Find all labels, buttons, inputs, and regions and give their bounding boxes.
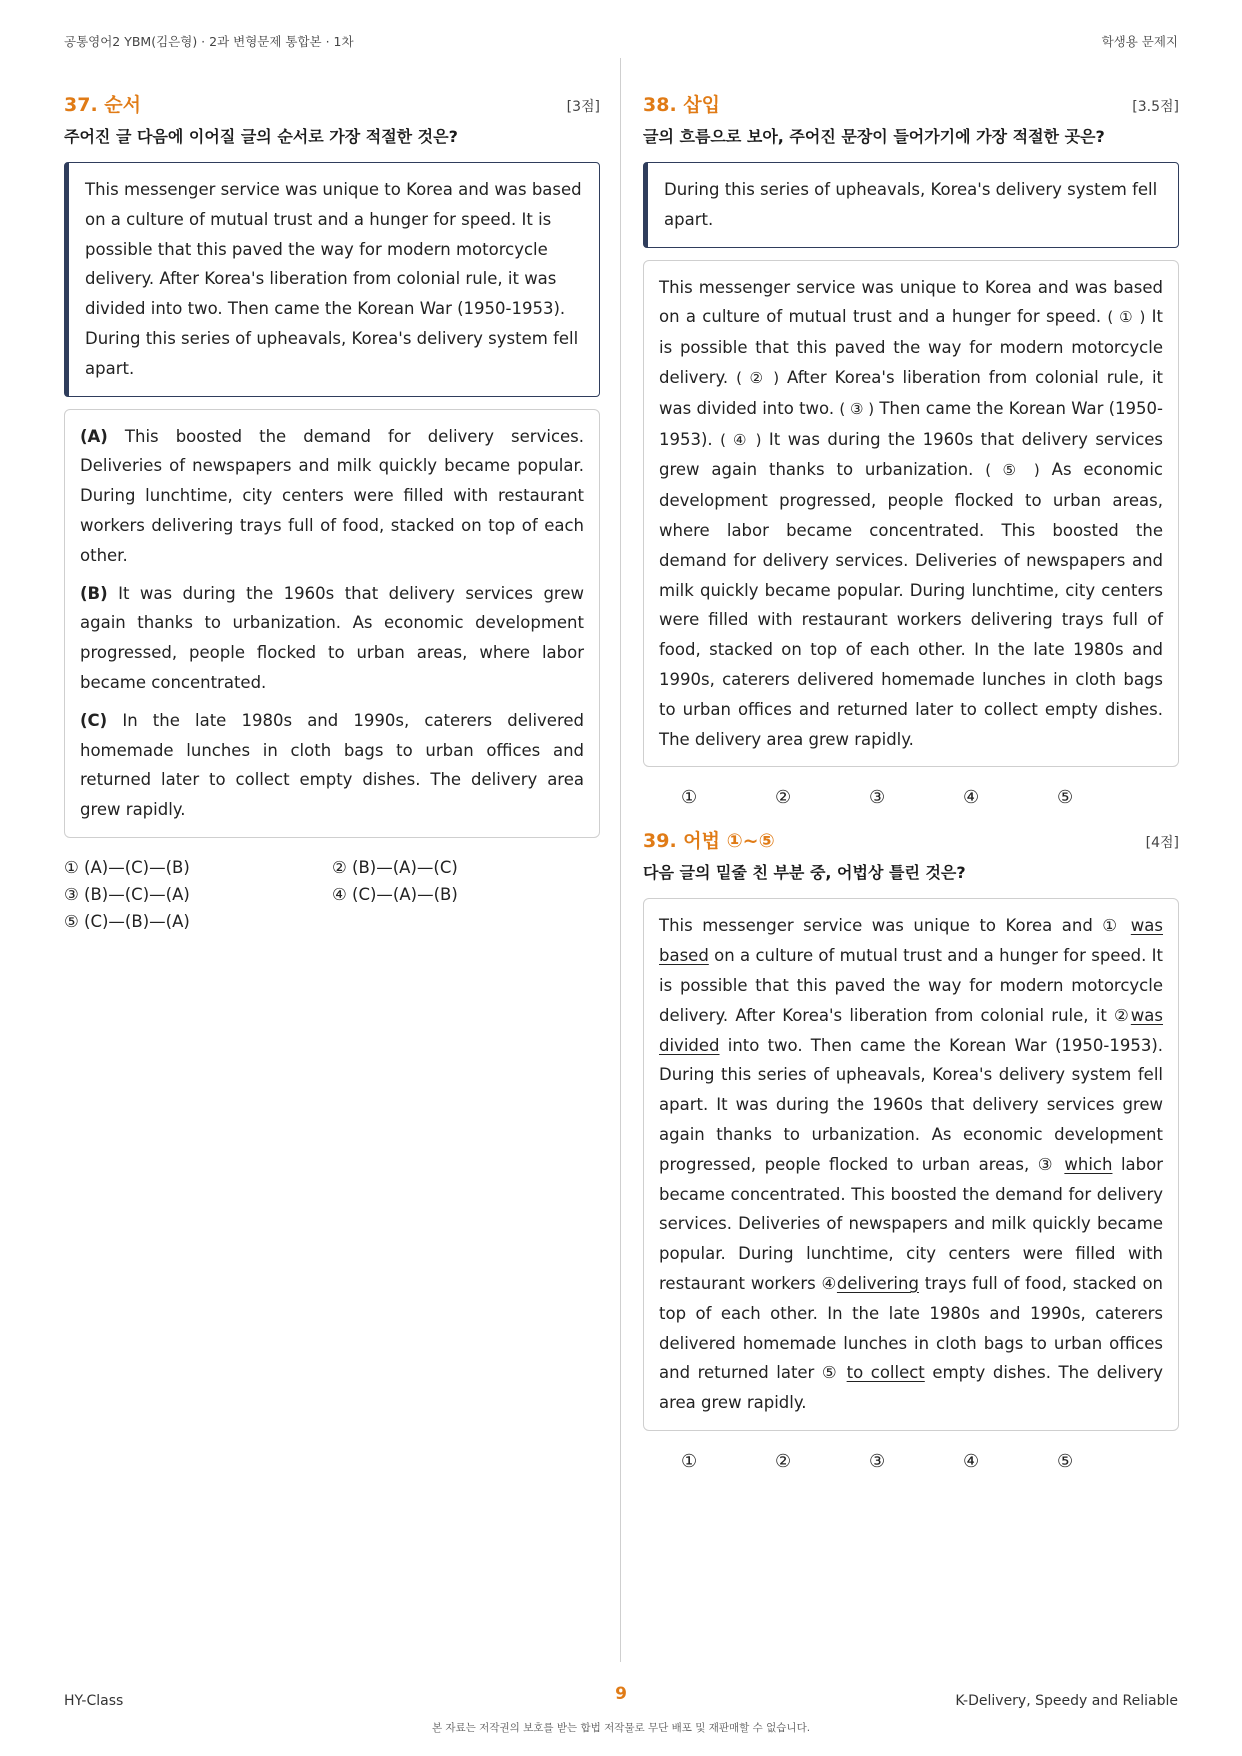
question-38 <box>643 90 1179 808</box>
q39-underline-5: to collect <box>846 1363 925 1383</box>
q38-marker-4: ( ④ ) <box>720 430 762 449</box>
q38-seg: After Korea's liberation from colonial rule, it was divided into two. <box>659 367 1164 418</box>
q37-choice-5[interactable]: ⑤ (C)—(B)—(A) <box>64 911 190 931</box>
header-label: 학생용 문제지 <box>1101 34 1178 49</box>
q39-choice-3[interactable]: ③ <box>869 1450 886 1472</box>
q37-given-text: This messenger service was unique to Korea and was based on a culture of mutual trust and a hunger for speed. It is possible that this paved the way for modern motorcycle delivery. After Korea's liberation from colonial rule, it was divided into two. Then came the Korean War (1950-1953). During this series of upheavals, Korea's delivery system fell apart. <box>85 180 582 378</box>
q38-choice-2[interactable]: ② <box>775 787 792 809</box>
q39-underline-2: was divided <box>659 1005 1163 1055</box>
q39-seg: into two. Then came the Korean War (1950-1953). During this series of upheavals, Korea's delivery system fell apart. It was during the 1960s that delivery services grew again thanks to urbanization. As economic development progressed, people flocked to urban areas, <box>659 1035 1163 1174</box>
q38-seg: As economic development progressed, people flocked to urban areas, where labor became concentrated. This boosted the demand for delivery services. Deliveries of newspapers and milk quickly became popular. During lunchtime, city centers were filled with restaurant workers delivering trays full of food, stacked on top of each other. In the late 1980s and 1990s, caterers delivered homemade lunches in cloth bags to urban offices and returned later to collect empty dishes. The delivery area grew rapidly. <box>659 460 1163 749</box>
part-text: In the late 1980s and 1990s, caterers delivered homemade lunches in cloth bags to urban offices and returned later to collect empty dishes. The delivery area grew rapidly. <box>80 710 584 820</box>
q39-seg: This messenger service was unique to Korea and <box>659 916 1103 936</box>
q37-instruction: 주어진 글 다음에 이어질 글의 순서로 가장 적절한 것은? <box>64 127 458 146</box>
q37-choice-2[interactable]: ② (B)—(A)—(C) <box>332 857 458 877</box>
q39-choice-1[interactable]: ① <box>681 1450 698 1472</box>
part-label: (B) <box>80 583 108 603</box>
question-39 <box>643 826 1179 1472</box>
q37-part-a <box>80 422 584 571</box>
q38-seg: It is possible that this paved the way for modern motorcycle delivery. <box>659 307 1163 387</box>
question-37 <box>64 90 600 931</box>
q38-marker-2: ( ② ) <box>736 368 780 387</box>
q38-points: [3.5점] <box>1132 99 1179 115</box>
q39-seg: trays full of food, stacked on top of each other. In the late 1980s and 1990s, caterers delivered homemade lunches in cloth bags to urban offices and returned later <box>659 1273 1164 1383</box>
q38-seg: Then came the Korean War (1950-1953). <box>659 398 1164 449</box>
q37-part-b <box>80 579 584 698</box>
q37-part-c <box>80 706 584 825</box>
page-number: 9 <box>615 1684 627 1704</box>
q39-choice-2[interactable]: ② <box>775 1450 792 1472</box>
q38-passage <box>643 260 1179 768</box>
q38-given-text: During this series of upheavals, Korea's delivery system fell apart. <box>664 180 1158 229</box>
q38-seg: It was during the 1960s that delivery services grew again thanks to urbanization. <box>659 429 1164 480</box>
q38-marker-3: ( ③ ) <box>839 399 875 418</box>
q39-choices <box>643 1451 1179 1472</box>
q37-choice-1[interactable]: ① (A)—(C)—(B) <box>64 857 190 877</box>
q39-choice-5[interactable]: ⑤ <box>1057 1450 1074 1472</box>
q38-header <box>643 90 1179 120</box>
footer-lesson-title: K-Delivery, Speedy and Reliable <box>955 1693 1178 1709</box>
q39-passage <box>643 898 1179 1431</box>
part-label: (C) <box>80 710 108 730</box>
footer-brand: HY-Class <box>64 1693 124 1709</box>
q38-seg: This messenger service was unique to Korea and was based on a culture of mutual trust and a hunger for speed. <box>659 277 1163 327</box>
q39-instruction: 다음 글의 밑줄 친 부분 중, 어법상 틀린 것은? <box>643 863 966 883</box>
q37-choice-3[interactable]: ③ (B)—(C)—(A) <box>64 884 190 904</box>
q39-mark-1: ① <box>1102 916 1122 936</box>
q38-choice-1[interactable]: ① <box>681 787 698 809</box>
q39-choice-4[interactable]: ④ <box>963 1450 980 1472</box>
part-label: (A) <box>80 426 108 446</box>
q39-underline-3: which <box>1064 1154 1113 1174</box>
copyright-note: 본 자료는 저작권의 보호를 받는 합법 저작물로 무단 배포 및 재판매할 수 없습니다. <box>431 1722 811 1734</box>
q39-seg: labor became concentrated. This boosted the demand for delivery services. Deliveries of newspapers and milk quickly became popular. During lunchtime, city centers were filled with restaurant workers <box>659 1154 1164 1293</box>
q38-instruction: 글의 흐름으로 보아, 주어진 문장이 들어가기에 가장 적절한 곳은? <box>643 127 1105 146</box>
q37-points: [3점] <box>566 99 600 115</box>
q39-underline-1: was based <box>659 916 1163 966</box>
part-text: It was during the 1960s that delivery services grew again thanks to urbanization. As economic development progressed, people flocked to urban areas, where labor became concentrated. <box>80 583 584 692</box>
q38-number: 38. 삽입 <box>643 94 720 116</box>
q39-mark-5: ⑤ <box>821 1363 840 1383</box>
q39-underline-4: delivering <box>836 1273 919 1293</box>
q37-number: 37. 순서 <box>64 94 141 116</box>
q38-marker-5: ( ⑤ ) <box>985 461 1040 480</box>
right-column <box>643 90 1179 1472</box>
q39-seg: empty dishes. The delivery area grew rapidly. <box>659 1363 1164 1413</box>
q38-choice-3[interactable]: ③ <box>869 787 886 809</box>
q39-points: [4점] <box>1145 835 1179 852</box>
q39-header <box>643 826 1179 856</box>
q37-given-box <box>64 162 600 397</box>
q39-mark-4: ④ <box>821 1273 837 1293</box>
q39-seg: on a culture of mutual trust and a hunger for speed. It is possible that this paved the way for modern motorcycle delivery. After Korea's liberation from colonial rule, it <box>659 946 1163 1025</box>
q39-mark-3: ③ <box>1037 1154 1056 1174</box>
q38-marker-1: ( ① ) <box>1107 308 1146 327</box>
q37-choice-4[interactable]: ④ (C)—(A)—(B) <box>332 884 458 904</box>
q38-choices <box>643 787 1179 808</box>
q39-mark-2: ② <box>1114 1005 1131 1025</box>
q38-choice-4[interactable]: ④ <box>963 787 980 809</box>
column-divider <box>620 58 621 1662</box>
q38-choice-5[interactable]: ⑤ <box>1057 787 1074 809</box>
q37-choices <box>64 858 600 931</box>
q37-header <box>64 90 600 120</box>
part-text: This boosted the demand for delivery services. Deliveries of newspapers and milk quickly became popular. During lunchtime, city centers were filled with restaurant workers delivering trays full of food, stacked on top of each other. <box>80 426 585 565</box>
header-title: 공통영어2 YBM(김은형) · 2과 변형문제 통합본 · 1차 <box>64 34 354 49</box>
q39-number: 39. 어법 ①~⑤ <box>643 830 775 853</box>
q37-parts-box <box>64 409 600 838</box>
q38-given-box <box>643 162 1179 248</box>
